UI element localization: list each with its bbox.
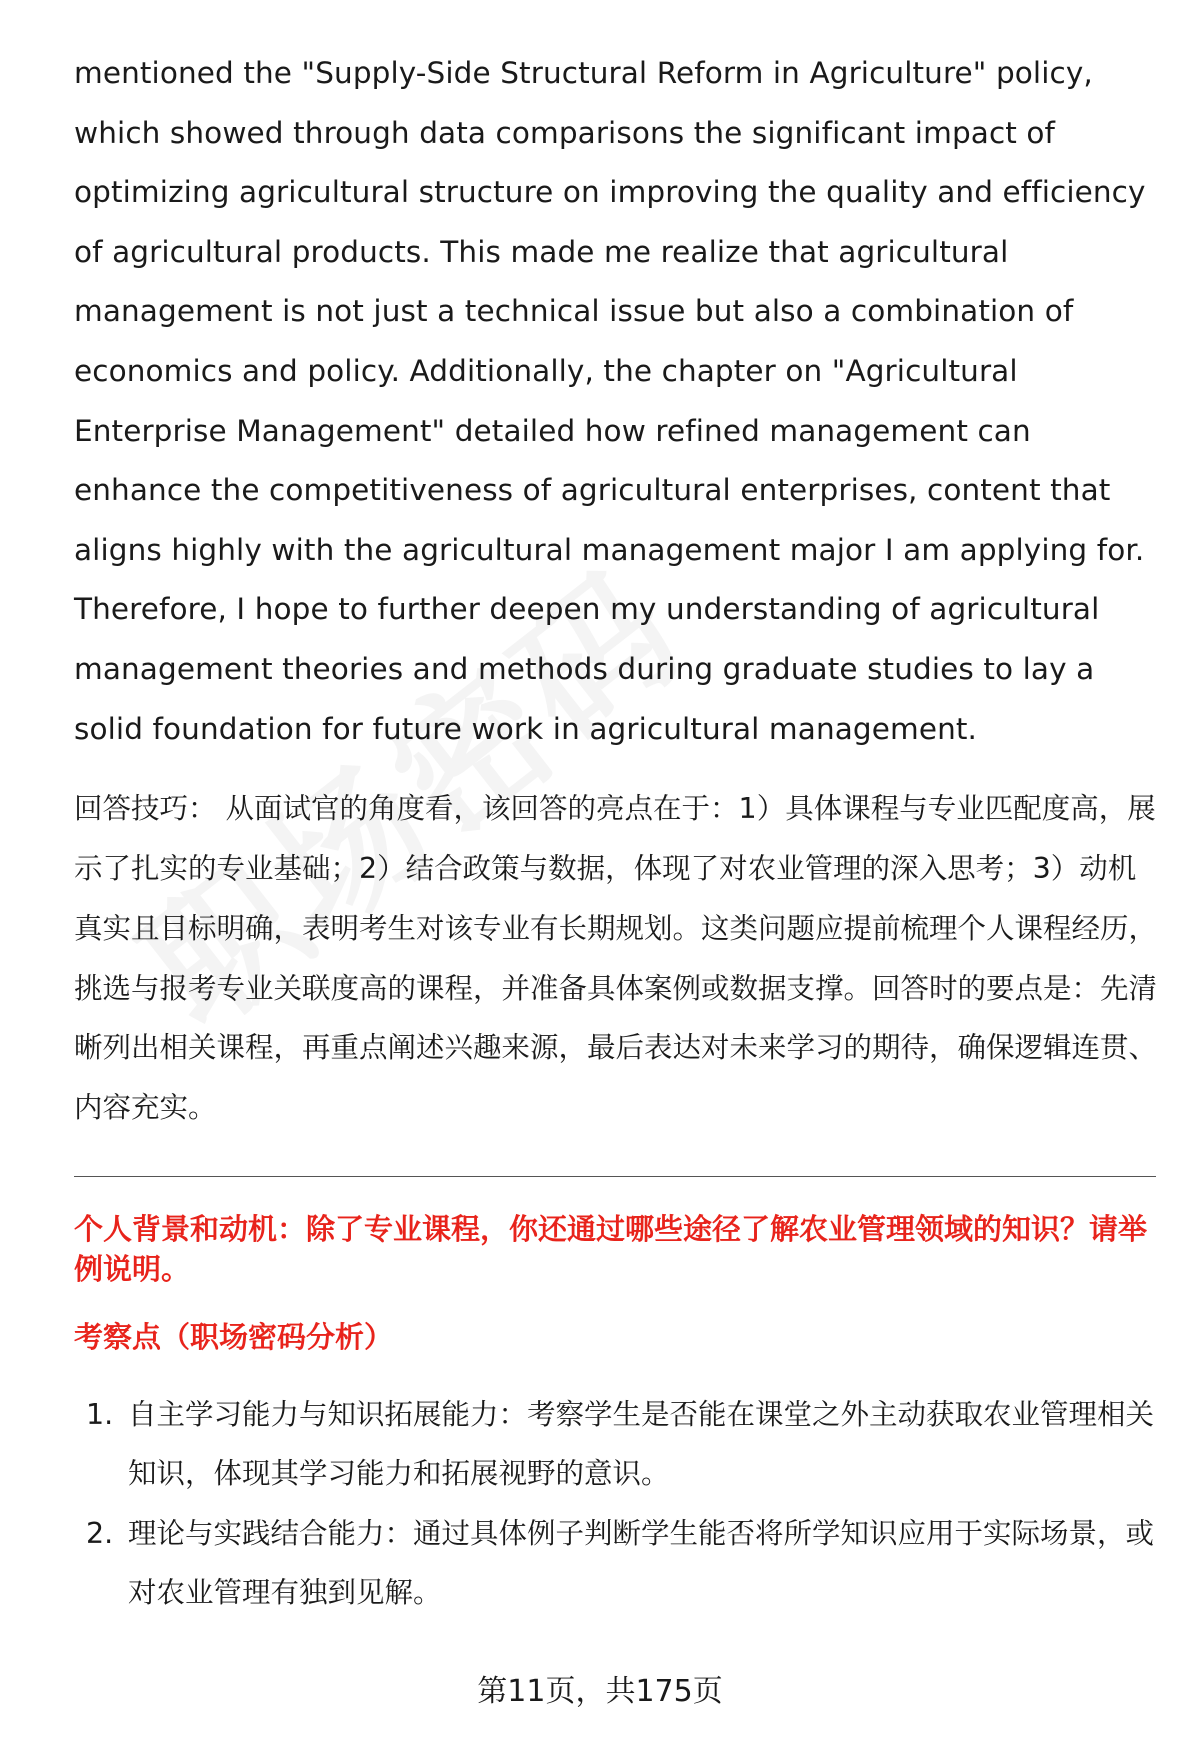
- assessment-points-list: [74, 1385, 1160, 1623]
- point-number: 2.: [86, 1516, 114, 1550]
- point-text: 自主学习能力与知识拓展能力：考察学生是否能在课堂之外主动获取农业管理相关知识，体现其学习能力和拓展视野的意识。: [128, 1397, 1155, 1491]
- point-text: 理论与实践结合能力：通过具体例子判断学生能否将所学知识应用于实际场景，或对农业管理有独到见解。: [128, 1516, 1155, 1610]
- page-number-footer: 第11页，共175页: [477, 1674, 723, 1709]
- page-content: [74, 44, 1160, 1623]
- point-number: 1.: [86, 1397, 114, 1431]
- section-divider: [74, 1176, 1156, 1177]
- answer-tips-paragraph: 回答技巧： 从面试官的角度看，该回答的亮点在于：1）具体课程与专业匹配度高，展示了扎实的专业基础；2）结合政策与数据，体现了对农业管理的深入思考；3）动机真实且目标明确，表明考生对该专业有长期规划。这类问题应提前梳理个人课程经历，挑选与报考专业关联度高的课程，并准备具体案例或数据支撑。回答时的要点是：先清晰列出相关课程，再重点阐述兴趣来源，最后表达对未来学习的期待，确保逻辑连贯、内容充实。: [74, 792, 1158, 1125]
- assessment-point: [74, 1385, 1160, 1504]
- answer-english-paragraph: mentioned the "Supply-Side Structural Reform in Agriculture" policy, which showed through data comparisons the significant impact of optimizing agricultural structure on improving the quality and efficiency of agricultural products. This made me realize that agricultural management is not just a technical issue but also a combination of economics and policy. Additionally, the chapter on "Agricultural Enterprise Management" detailed how refined management can enhance the competitiveness of agricultural enterprises, content that aligns highly with the agricultural management major I am applying for. Therefore, I hope to further deepen my understanding of agricultural management theories and methods during graduate studies to lay a solid foundation for future work in agricultural management.: [74, 56, 1146, 746]
- question-heading: 个人背景和动机：除了专业课程，你还通过哪些途径了解农业管理领域的知识？请举例说明。: [74, 1211, 1148, 1286]
- assessment-heading: 考察点（职场密码分析）: [74, 1319, 394, 1354]
- assessment-point: [74, 1504, 1160, 1623]
